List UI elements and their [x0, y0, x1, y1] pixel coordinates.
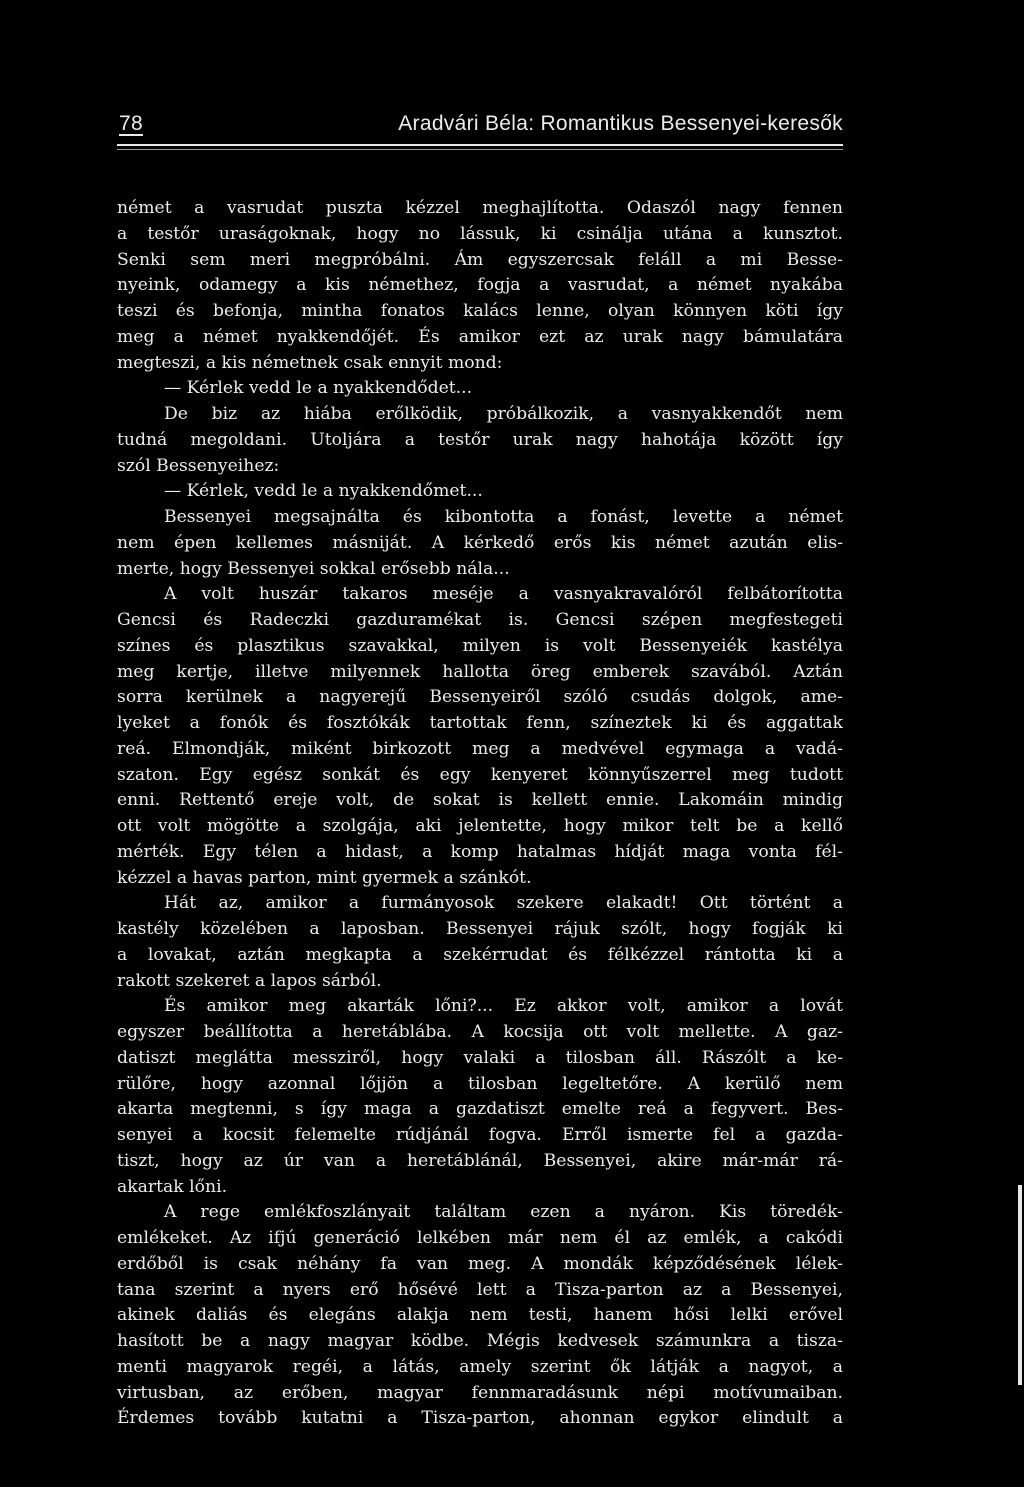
- text-line: De biz az hiába erőlködik, próbálkozik, a vasnyakkendőt nem: [164, 404, 843, 424]
- text-line: hasított be a nagy magyar ködbe. Mégis kedvesek számunkra a tisza-: [117, 1331, 843, 1351]
- text-line: reá. Elmondják, miként birkozott meg a medvével egymaga a vadá-: [117, 738, 843, 759]
- text-line: szól Bessenyeihez:: [117, 455, 280, 476]
- text-line: sorra kerülnek a nagyerejű Bessenyeiről szóló csudás dolgok, ame-: [117, 687, 843, 708]
- text-line: teszi és befonja, mintha fonatos kalács lenne, olyan könnyen köti így: [117, 301, 843, 321]
- text-line: mérték. Egy télen a hidast, a komp hatalmas hídját maga vonta fél-: [117, 841, 843, 862]
- text-line: Érdemes tovább kutatni a Tisza-parton, ahonnan egykor elindult a: [117, 1408, 843, 1429]
- text-line: rülőre, hogy azonnal lőjjön a tilosban legeltetőre. A kerülő nem: [117, 1073, 843, 1094]
- text-line: Senki sem meri megpróbálni. Ám egyszercsak feláll a mi Besse-: [117, 249, 843, 270]
- text-line: És amikor meg akarták lőni?... Ez akkor volt, amikor a lovát: [164, 996, 843, 1017]
- text-line: lyeket a fonók és fosztókák tartottak fenn, színeztek ki és aggattak: [117, 713, 843, 733]
- header-rule: [117, 144, 843, 146]
- text-line: szaton. Egy egész sonkát és egy kenyeret könnyűszerrel meg tudott: [117, 764, 843, 785]
- text-line: ott volt mögötte a szolgája, aki jelentette, hogy mikor telt be a kellő: [117, 816, 843, 836]
- text-line: kézzel a havas parton, mint gyermek a szánkót.: [117, 867, 532, 888]
- text-line: virtusban, az erőben, magyar fennmaradásunk népi motívumaiban.: [117, 1382, 843, 1403]
- text-line: tana szerint a nyers erő hősévé lett a Tisza-parton az a Bessenyei,: [117, 1279, 843, 1300]
- text-line: akarta megtenni, s így maga a gazdatiszt emelte reá a fegyvert. Bes-: [117, 1099, 843, 1120]
- text-line: erdőből is csak néhány fa van meg. A mondák képződésének lélek-: [117, 1253, 843, 1274]
- text-line: Gencsi és Radeczki gazduramékat is. Gencsi szépen megfestegeti: [117, 610, 843, 630]
- text-line: kastély közelében a laposban. Bessenyei rájuk szólt, hogy fogják ki: [117, 919, 843, 939]
- text-line: A volt huszár takaros meséje a vasnyakravalóról felbátorította: [164, 584, 843, 605]
- text-line: tiszt, hogy az úr van a heretáblánál, Bessenyei, akire már-már rá-: [117, 1150, 843, 1171]
- text-line: Bessenyei megsajnálta és kibontotta a fonást, levette a német: [164, 507, 843, 527]
- text-line: egyszer beállította a heretáblába. A kocsija ott volt mellette. A gaz-: [117, 1022, 843, 1042]
- text-line: senyei a kocsit felemelte rúdjánál fogva. Erről ismerte fel a gazda-: [117, 1125, 843, 1145]
- text-line: színes és plasztikus szavakkal, milyen is volt Bessenyeiék kastélya: [117, 635, 843, 656]
- text-line: Hát az, amikor a furmányosok szekere elakadt! Ott történt a: [164, 893, 843, 914]
- text-line: a testőr uraságoknak, hogy no lássuk, ki csinálja utána a kunsztot.: [117, 223, 843, 244]
- book-page: [117, 110, 843, 1429]
- text-line: emlékeket. Az ifjú generáció lelkében már nem él az emlék, a cakódi: [117, 1228, 843, 1248]
- text-line: akinek daliás és elegáns alakja nem testi, hanem hősi lelki erővel: [117, 1305, 843, 1326]
- text-line: meg a német nyakkendőjét. És amikor ezt az urak nagy bámulatára: [117, 326, 843, 347]
- text-line: — Kérlek, vedd le a nyakkendőmet...: [164, 481, 483, 502]
- body-text: [117, 196, 843, 1432]
- text-line: a lovakat, aztán megkapta a szekérrudat és félkézzel rántotta ki a: [117, 944, 843, 965]
- text-line: A rege emlékfoszlányait találtam ezen a nyáron. Kis töredék-: [164, 1202, 843, 1223]
- text-line: — Kérlek vedd le a nyakkendődet...: [164, 378, 473, 399]
- text-line: akartak lőni.: [117, 1176, 228, 1197]
- page-number: 78: [119, 112, 143, 135]
- running-title: Aradvári Béla: Romantikus Bessenyei-keresők: [398, 112, 843, 135]
- text-line: enni. Rettentő ereje volt, de sokat is kellett ennie. Lakomáin mindig: [117, 790, 843, 811]
- text-line: menti magyarok regéi, a látás, amely szerint ők látják a nagyot, a: [117, 1356, 843, 1377]
- text-line: német a vasrudat puszta kézzel meghajlította. Odaszól nagy fennen: [117, 198, 843, 218]
- text-line: tudná megoldani. Utoljára a testőr urak nagy hahotája között így: [117, 429, 843, 450]
- text-line: datiszt meglátta messziről, hogy valaki a tilosban áll. Rászólt a ke-: [117, 1047, 843, 1068]
- text-line: nem épen kellemes másniját. A kérkedő erős kis német azután elis-: [117, 532, 843, 553]
- text-line: nyeink, odamegy a kis némethez, fogja a vasrudat, a német nyakába: [117, 275, 843, 296]
- text-line: merte, hogy Bessenyei sokkal erősebb nála...: [117, 558, 510, 579]
- text-line: meg kertje, illetve milyennek hallotta öreg emberek szavából. Aztán: [117, 661, 843, 682]
- header-rule-thin: [117, 149, 843, 150]
- scan-edge-mark: [1018, 1185, 1022, 1385]
- text-line: rakott szekeret a lapos sárból.: [117, 970, 382, 991]
- running-header: [117, 110, 843, 146]
- text-line: megteszi, a kis németnek csak ennyit mond:: [117, 352, 503, 373]
